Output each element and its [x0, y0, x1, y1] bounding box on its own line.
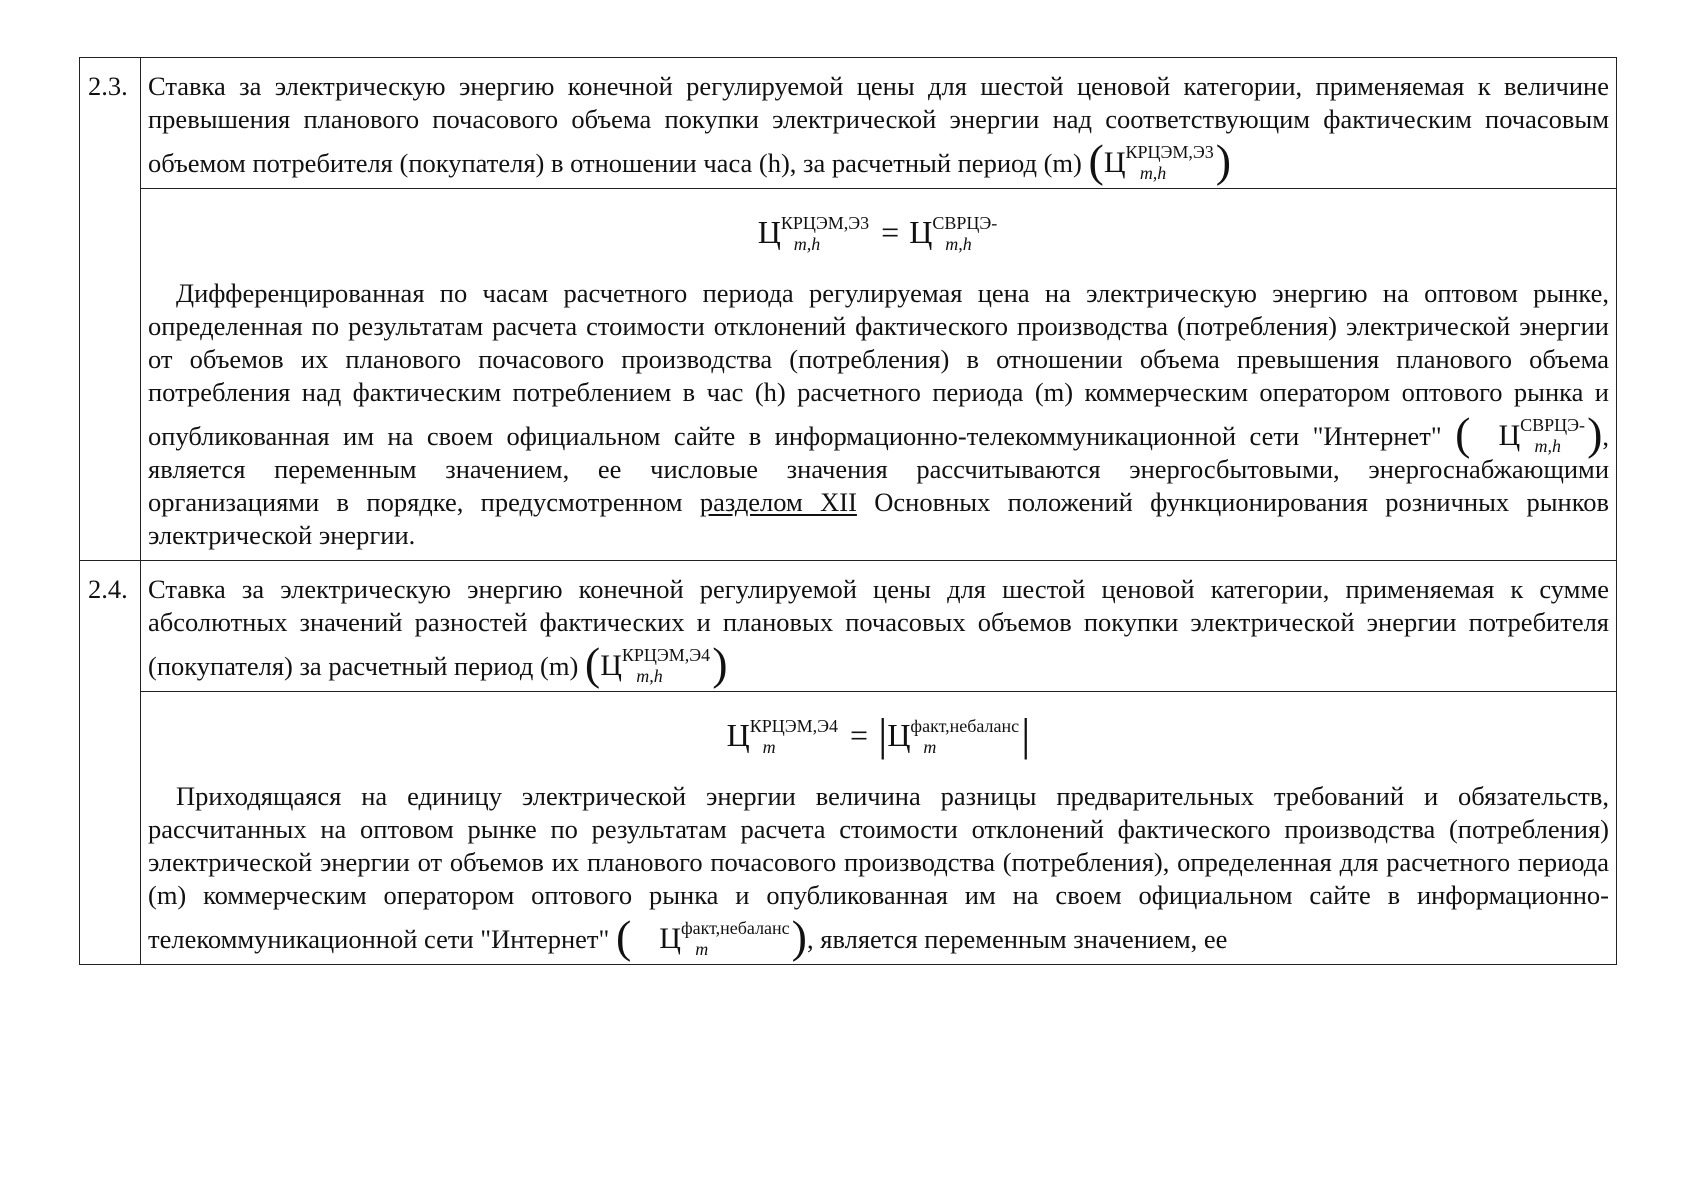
row-heading-cell: [141, 561, 1617, 692]
row-description: Дифференцированная по часам расчетного периода регулируемая цена на электрическую энергию на оптовом рынке, определенная по результатам расчета стоимости отклонений фактического производства (потребления) электрической энергии от объемов их планового почасового производства (потребления) в отношении объема превышения планового объема потребления над фактическим потреблением в час (h) расчетного периода (m) коммерческим оператором оптового рынка и опубликованная им на своем официальном сайте в информационно-телекоммуникационной сети "Интернет" ( $Ц^{СВРЦЭ-}$ m,h ), является переменным значением, ее числовые значения рассчитываются энергосбытовыми, энергоснабжающими организациями в порядке, предусмотренном разделом XII Основных положений функционирования розничных рынков электрической энергии.: [148, 278, 1610, 550]
row-description: Приходящаяся на единицу электрической энергии величина разницы предварительных требований и обязательств, рассчитанных на оптовом рынке по результатам расчета стоимости отклонений фактического производства (потребления) электрической энергии от объемов их планового почасового производства (потребления), определенная для расчетного периода (m) коммерческим оператором оптового рынка и опубликованная им на своем официальном сайте в информационно-телекоммуникационной сети "Интернет" ( $Ц^{факт,небаланс}$ m ), является переменным значением, ее: [148, 781, 1609, 962]
equals-sign: =: [850, 717, 869, 753]
table-row: [80, 561, 1617, 692]
row-number: 2.3.: [80, 58, 141, 561]
row-heading: [148, 70, 1609, 186]
abs-bar-left: |: [878, 709, 888, 760]
tariff-table: [79, 57, 1617, 965]
heading-text: Ставка за электрическую энергию конечной регулируемой цены для шестой ценовой категории, применяемая к сумме абсолютных значений разностей фактических и плановых почасовых объемов покупки электрической энергии потребителя (покупателя) за расчетный период (m): [148, 574, 1609, 681]
section-link[interactable]: разделом XII: [699, 487, 857, 517]
table-row: [80, 189, 1617, 561]
table-row: [80, 58, 1617, 189]
row-heading: Ставка за электрическую энергию конечной регулируемой цены для шестой ценовой категории, применяемая к сумме абсолютных значений разностей фактических и плановых почасовых объемов покупки электрической энергии потребителя (покупателя) за расчетный период (m) ($Ц^{КРЦЭМ,Э4}$ m,h ): [148, 574, 1609, 689]
row-heading-cell: [141, 58, 1617, 189]
open-paren: (: [1088, 135, 1104, 186]
formula-lhs: $Ц^{КРЦЭМ,Э4}$ m: [726, 716, 839, 757]
formula-line: [148, 704, 1609, 780]
row-body-cell: [141, 189, 1617, 561]
price-symbol: $Ц^{СВРЦЭ-}$ m,h: [1498, 415, 1586, 456]
formula-line: [148, 201, 1609, 277]
table-row: [80, 692, 1617, 965]
heading-text: Ставка за электрическую энергию конечной регулируемой цены для шестой ценовой категории, применяемая к величине превышения планового почасового объема покупки электрической энергии над соответствующим фактическим почасовым объемом потребителя (покупателя) в отношении часа (h), за расчетный период (m): [148, 71, 1609, 178]
price-symbol: $Ц^{факт,небаланс}$ m: [659, 918, 790, 959]
row-body-cell: [141, 692, 1617, 965]
price-symbol: $Ц^{КРЦЭМ,Э3}$ m,h: [1103, 142, 1214, 183]
row-number: 2.4.: [80, 561, 141, 965]
abs-bar-right: |: [1021, 709, 1031, 760]
close-paren: ): [1215, 135, 1232, 186]
formula-rhs: $Ц^{факт,небаланс}$ m: [887, 716, 1020, 757]
formula: [757, 207, 999, 254]
price-symbol: $Ц^{КРЦЭМ,Э4}$ m,h: [600, 645, 711, 686]
equals-sign: =: [881, 214, 900, 250]
formula-rhs: $Ц^{СВРЦЭ-}$ m,h: [909, 213, 998, 254]
formula: [726, 709, 1031, 760]
formula-lhs: $Ц^{КРЦЭМ,Э3}$ m,h: [757, 213, 870, 254]
